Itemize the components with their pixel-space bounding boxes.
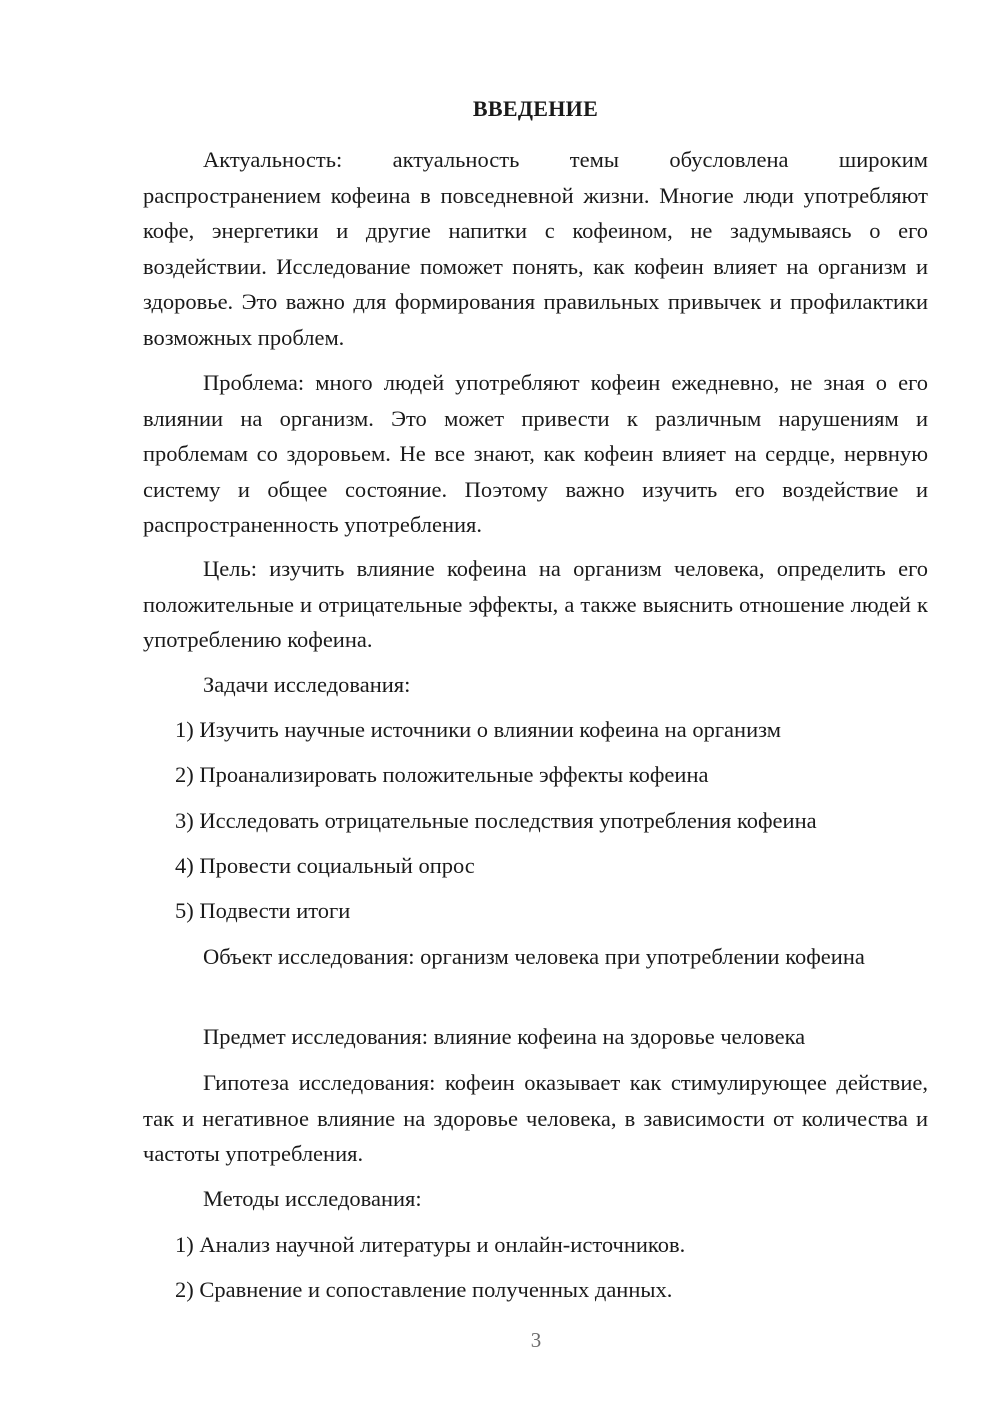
paragraph-hypothesis: Гипотеза исследования: кофеин оказывает как стимулирующее действие, так и негативное влияние на здоровье человека, в зависимости от количества и частоты употребления.: [143, 1070, 928, 1166]
list-item: 4) Провести социальный опрос: [175, 853, 475, 878]
paragraph-problem: Проблема: много людей употребляют кофеин ежедневно, не зная о его влиянии на организм. Это может привести к различным нарушениям и проблемам со здоровьем. Не все знают, как кофеин влияет на сердце, нервную систему и общее состояние. Поэтому важно изучить его воздействие и распространенность употребления.: [143, 370, 928, 537]
list-item: 3) Исследовать отрицательные последствия употребления кофеина: [175, 808, 817, 833]
methods-heading: Методы исследования:: [203, 1186, 422, 1211]
list-item: 5) Подвести итоги: [175, 898, 351, 923]
list-item: 2) Проанализировать положительные эффекты кофеина: [175, 762, 709, 787]
paragraph-subject: Предмет исследования: влияние кофеина на здоровье человека: [203, 1024, 806, 1049]
list-item: 2) Сравнение и сопоставление полученных данных.: [175, 1277, 673, 1302]
paragraph-object: Объект исследования: организм человека при употреблении кофеина: [203, 944, 865, 969]
section-heading: ВВЕДЕНИЕ: [472, 96, 599, 121]
tasks-heading: Задачи исследования:: [203, 672, 411, 697]
page-number: 3: [530, 1328, 542, 1352]
paragraph-goal: Цель: изучить влияние кофеина на организм человека, определить его положительные и отрицательные эффекты, а также выяснить отношение людей к употреблению кофеина.: [143, 556, 928, 652]
list-item: 1) Анализ научной литературы и онлайн-источников.: [175, 1232, 686, 1257]
paragraph-relevance: Актуальность: актуальность темы обусловлена широким распространением кофеина в повседневной жизни. Многие люди употребляют кофе, энергетики и другие напитки с кофеином, не задумываясь о его воздействии. Исследование поможет понять, как кофеин влияет на организм и здоровье. Это важно для формирования правильных привычек и профилактики возможных проблем.: [143, 147, 928, 350]
list-item: 1) Изучить научные источники о влиянии кофеина на организм: [175, 717, 781, 742]
